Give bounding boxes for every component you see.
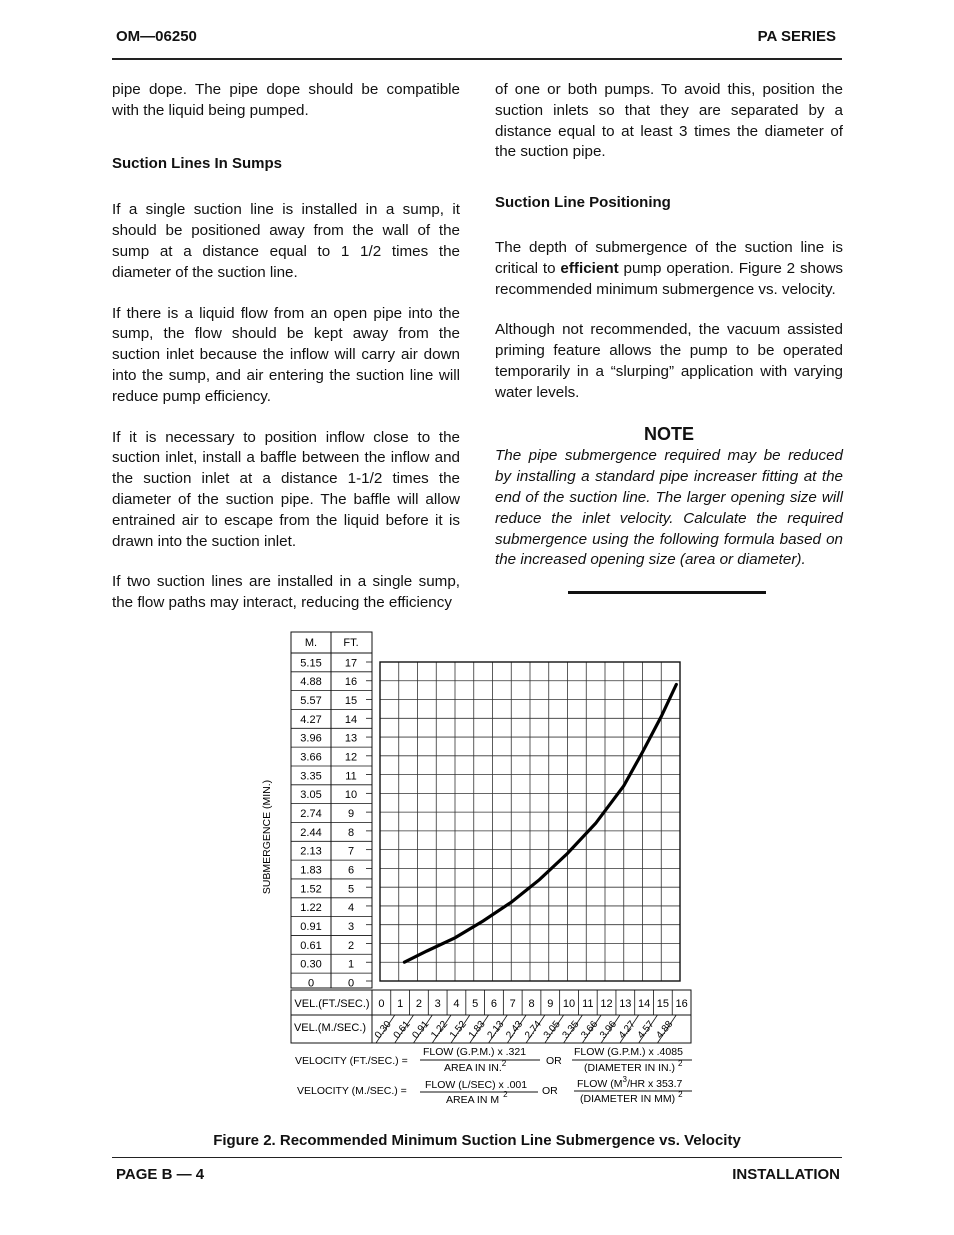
header-series: PA SERIES — [757, 28, 836, 45]
x-tick-m: 0.61 — [391, 1018, 413, 1041]
x-tick-m: 3.66 — [579, 1018, 601, 1041]
x-tick-ft: 0 — [378, 998, 385, 1010]
left-paragraph-2: If a single suction line is installed in a sump, it should be positioned away from the wall of the sump at a distance equal to 1 1/2 times the diameter of the suction line. — [112, 201, 460, 281]
y-tick-ft: 17 — [344, 657, 358, 670]
x-tick-ft: 14 — [637, 998, 651, 1010]
y-tick-ft: 16 — [344, 676, 358, 689]
left-paragraph-1: pipe dope. The pipe dope should be compatible with the liquid being pumped. — [112, 81, 460, 119]
velocity-formulas — [295, 1046, 692, 1106]
left-paragraph-3: If there is a liquid flow from an open pipe into the sump, the flow should be kept away from the suction inlet because the inflow will carry air down into the sump, and air entering the suction line will reduce pump efficiency. — [112, 304, 460, 405]
x-tick-m: 3.05 — [541, 1018, 563, 1041]
x-tick-ft: 13 — [619, 998, 632, 1010]
formula-m-lhs: VELOCITY (M./SEC.) = — [297, 1085, 407, 1097]
y-tick-ft: 1 — [347, 958, 355, 971]
y-tick-m: 3.05 — [300, 789, 322, 802]
y-tick-m: 1.22 — [300, 902, 322, 915]
y-header-m: M. — [304, 637, 318, 649]
footer-rule — [112, 1157, 842, 1158]
formula-ft-lhs: VELOCITY (FT./SEC.) = — [295, 1055, 408, 1067]
left-paragraph-5: If two suction lines are installed in a single sump, the flow paths may interact, reducing the efficiency — [112, 573, 460, 612]
x-tick-m: 2.74 — [522, 1018, 544, 1041]
formula-m-den2-text: (DIAMETER IN MM) — [580, 1093, 676, 1105]
y-tick-m: 4.27 — [300, 713, 322, 726]
y-tick-ft: 14 — [344, 713, 358, 726]
formula-m-num2 — [577, 1075, 683, 1090]
y-axis-label: SUBMERGENCE (MIN.) — [261, 779, 273, 895]
x-tick-ft: 5 — [472, 998, 479, 1010]
y-tick-ft: 6 — [347, 864, 355, 877]
submergence-curve — [404, 685, 676, 963]
note-title: NOTE — [643, 423, 694, 444]
formula-m-den1-text: AREA IN M — [446, 1094, 500, 1106]
formula-ft-den1-text: AREA IN IN. — [444, 1062, 502, 1074]
formula-ft-den2-text: (DIAMETER IN IN.) — [584, 1062, 675, 1074]
x-tick-ft: 11 — [582, 998, 594, 1010]
x-tick-ft: 8 — [528, 998, 535, 1010]
formula-ft-den2-sup: 2 — [678, 1059, 683, 1068]
y-tick-m: 0.61 — [300, 939, 322, 952]
x-tick-ft: 9 — [547, 998, 554, 1010]
heading-suction-line-positioning: Suction Line Positioning — [495, 194, 671, 212]
y-tick-m: 1.83 — [300, 864, 322, 877]
x-tick-ft: 15 — [656, 998, 669, 1010]
y-tick-m: 4.88 — [300, 676, 322, 689]
x-tick-m: 0.30 — [372, 1018, 394, 1041]
y-tick-ft: 2 — [347, 939, 355, 952]
x-table-cells — [373, 990, 688, 1043]
left-paragraph-4: If it is necessary to position inflow close to the suction inlet, install a baffle between the inflow and the suction inlet at a distance 1-1/2 times the diameter of the suction pipe. The baffle will allow entrained air to escape from the liquid before it is drawn into the suction inlet. — [112, 428, 460, 550]
x-tick-ft: 3 — [434, 998, 441, 1010]
submergence-chart — [250, 625, 700, 1115]
x-label-m: VEL.(M./SEC.) — [293, 1022, 367, 1034]
formula-m-num2-sup: 3 — [622, 1075, 627, 1084]
formula-ft-den1 — [444, 1059, 507, 1074]
y-tick-ft: 10 — [344, 789, 358, 802]
y-tick-m: 3.96 — [300, 732, 322, 745]
y-tick-m: 5.57 — [300, 695, 322, 708]
header-rule — [112, 58, 842, 60]
formula-m-num1: FLOW (L/SEC) x .001 — [425, 1079, 528, 1091]
y-tick-ft: 12 — [344, 751, 358, 764]
formula-m-num2-a: FLOW (M — [577, 1078, 623, 1090]
y-tick-ft: 11 — [345, 770, 357, 783]
x-tick-m: 4.27 — [616, 1018, 638, 1041]
footer-section: INSTALLATION — [732, 1166, 840, 1183]
x-tick-m: 3.96 — [598, 1018, 619, 1041]
right-paragraph-2 — [495, 238, 843, 300]
x-tick-m: 2.13 — [485, 1018, 507, 1041]
x-tick-ft: 10 — [562, 998, 576, 1010]
x-tick-m: 1.22 — [429, 1018, 451, 1041]
figure-caption: Figure 2. Recommended Minimum Suction Line Submergence vs. Velocity — [213, 1132, 741, 1149]
formula-m-den2 — [580, 1090, 683, 1105]
y-tick-m: 1.52 — [300, 883, 322, 896]
y-tick-ft: 3 — [347, 921, 355, 934]
y-tick-m: 3.35 — [300, 770, 322, 783]
header-doc-number: OM—06250 — [116, 28, 197, 45]
x-tick-m: 1.83 — [466, 1018, 488, 1041]
right-paragraph-2-end: pump operation. Figure 2 shows recommended minimum submergence vs. velocity. — [495, 259, 844, 298]
right-column — [495, 80, 843, 594]
x-tick-m: 0.91 — [410, 1018, 432, 1041]
y-tick-m: 0 — [307, 977, 315, 990]
x-tick-m: 2.43 — [504, 1018, 526, 1041]
x-tick-m: 1.52 — [447, 1018, 469, 1041]
formula-ft-or: OR — [546, 1055, 562, 1067]
x-tick-ft: 12 — [600, 998, 613, 1010]
note-rule — [568, 591, 766, 594]
y-tick-m: 5.15 — [300, 657, 322, 670]
y-tick-ft: 15 — [344, 695, 358, 708]
y-tick-m: 2.44 — [300, 826, 322, 839]
x-tick-ft: 16 — [675, 998, 688, 1010]
left-column — [112, 80, 460, 634]
y-tick-m: 0.30 — [300, 958, 322, 971]
x-label-ft: VEL.(FT./SEC.) — [294, 998, 370, 1010]
right-paragraph-2-bold: efficient — [560, 259, 619, 277]
x-tick-m: 4.88 — [654, 1018, 676, 1041]
x-tick-ft: 6 — [490, 998, 498, 1010]
formula-m-num2-b: /HR x 353.7 — [626, 1078, 683, 1090]
note-body: The pipe submergence required may be reduced by installing a standard pipe increaser fitting at the end of the suction line. The larger opening size will reduce the inlet velocity. Calculate the required submergence using the following formula based on the increased opening size (area or diameter). — [495, 447, 843, 569]
y-tick-ft: 5 — [347, 883, 355, 896]
footer-page-number: PAGE B — 4 — [116, 1166, 205, 1183]
x-tick-m: 3.35 — [560, 1018, 582, 1041]
heading-suction-lines-in-sumps: Suction Lines In Sumps — [112, 154, 283, 172]
right-paragraph-1: of one or both pumps. To avoid this, position the suction inlets so that they are separated by a distance equal to at least 3 times the diameter of the suction pipe. — [495, 81, 843, 161]
right-paragraph-3: Although not recommended, the vacuum assisted priming feature allows the pump to be operated temporarily in a “slurping” application with varying water levels. — [495, 321, 843, 401]
formula-ft-num2: FLOW (G.P.M.) x .4085 — [574, 1046, 683, 1058]
y-tick-ft: 13 — [344, 732, 358, 745]
y-tick-ft: 7 — [347, 845, 355, 858]
y-tick-ft: 0 — [347, 977, 355, 990]
y-header-ft: FT. — [343, 637, 359, 649]
x-tick-ft: 2 — [415, 998, 422, 1010]
y-tick-ft: 8 — [347, 826, 355, 839]
formula-m-or: OR — [542, 1085, 558, 1097]
formula-m-den2-sup: 2 — [678, 1090, 683, 1099]
y-tick-ft: 9 — [347, 808, 355, 821]
formula-ft-num1: FLOW (G.P.M.) x .321 — [423, 1046, 527, 1058]
right-paragraph-2-start: The depth of submergence of the suction line is critical to — [495, 238, 843, 277]
y-tick-m: 2.74 — [300, 808, 322, 821]
y-tick-m: 2.13 — [300, 845, 322, 858]
formula-ft-den2 — [584, 1059, 683, 1074]
x-tick-ft: 1 — [397, 998, 404, 1010]
plot-grid — [380, 662, 680, 981]
x-tick-ft: 7 — [509, 998, 516, 1010]
y-tick-m: 0.91 — [300, 921, 322, 934]
x-tick-ft: 4 — [453, 998, 460, 1010]
y-tick-m: 3.66 — [300, 751, 322, 764]
formula-m-den1-sup: 2 — [503, 1090, 508, 1099]
x-tick-m: 4.57 — [635, 1018, 657, 1041]
formula-ft-den1-sup: 2 — [501, 1059, 507, 1068]
y-tick-ft: 4 — [347, 902, 355, 915]
